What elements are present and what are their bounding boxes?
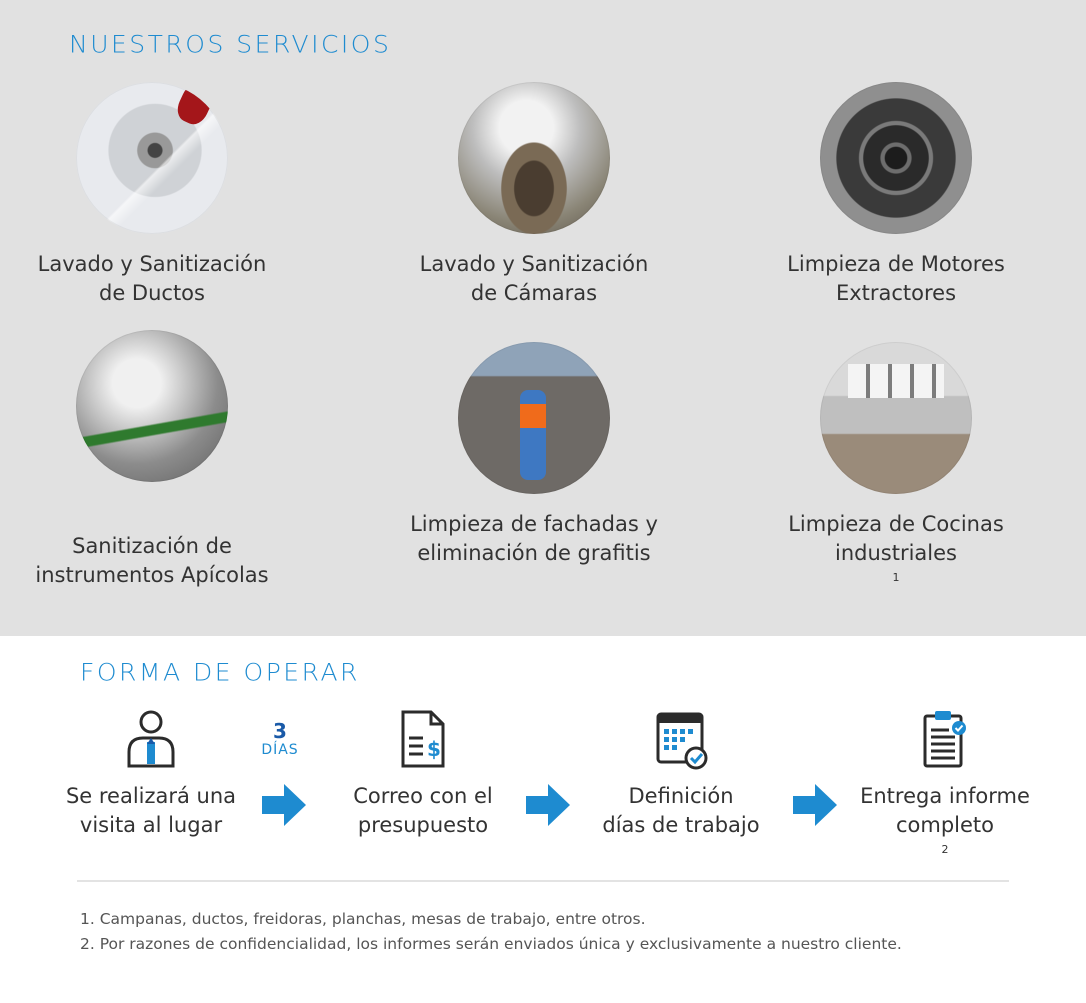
step-label: Se realizará una visita al lugar (65, 784, 237, 837)
service-photo (76, 330, 228, 482)
step-label: Entrega informe completo $^2$ (860, 784, 1030, 856)
service-label: Sanitización de instrumentos Apícolas (35, 534, 269, 587)
divider (77, 880, 1009, 882)
service-photo (820, 342, 972, 494)
service-photo (458, 82, 610, 234)
step-visit (36, 708, 266, 840)
service-item (736, 82, 1056, 308)
footnote-ref: 2 (941, 843, 949, 856)
arrow-right-icon (262, 784, 306, 826)
operate-title: FORMA DE OPERAR (80, 658, 360, 687)
step-label: Correo con el presupuesto (353, 784, 493, 837)
service-item (0, 82, 312, 308)
service-label: Limpieza de fachadas y eliminación de grafitis (410, 512, 658, 565)
invoice-icon (393, 708, 453, 770)
clipboard-report-icon (915, 708, 975, 770)
service-item (0, 330, 312, 590)
service-label: Limpieza de Cocinas industriales $^1$ (788, 512, 1004, 584)
service-label: Limpieza de Motores Extractores (787, 252, 1005, 305)
arrow-right-icon (526, 784, 570, 826)
services-title: NUESTROS SERVICIOS (69, 30, 392, 59)
step-schedule (566, 708, 796, 840)
service-photo (458, 342, 610, 494)
step-budget (308, 708, 538, 840)
service-photo (76, 82, 228, 234)
service-label: Lavado y Sanitización de Ductos (37, 252, 267, 305)
service-label: Lavado y Sanitización de Cámaras (419, 252, 649, 305)
service-item (736, 342, 1056, 597)
person-icon (121, 708, 181, 770)
service-item (374, 82, 694, 308)
service-photo (820, 82, 972, 234)
service-item (374, 342, 694, 568)
footnote-ref: 1 (892, 571, 900, 584)
calendar-check-icon (651, 708, 711, 770)
footnote-2: 2. Por razones de confidencialidad, los informes serán enviados única y exclusivamente a nuestro cliente. (80, 935, 902, 953)
footnote-1: 1. Campanas, ductos, freidoras, planchas, mesas de trabajo, entre otros. (80, 910, 646, 928)
days-badge: 3 DÍAS (261, 719, 299, 758)
step-label: Definición días de trabajo (602, 784, 760, 837)
footnotes (80, 907, 902, 957)
step-report (830, 708, 1060, 869)
svg-text:$: $ (427, 737, 441, 761)
